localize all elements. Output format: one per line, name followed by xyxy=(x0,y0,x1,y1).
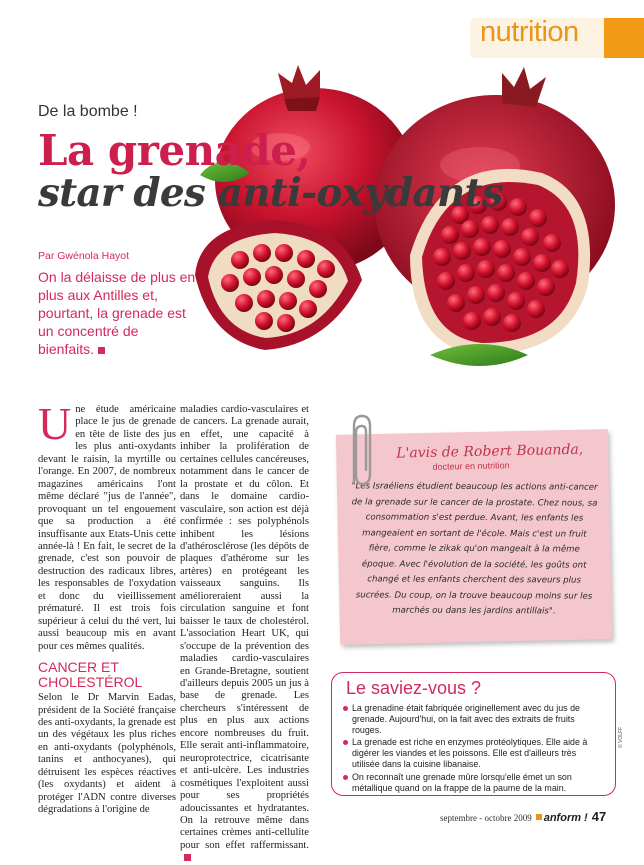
subheading: CANCER ET CHOLESTÉROL xyxy=(38,659,143,691)
body-column-2 xyxy=(180,404,309,865)
did-you-know-title: Le saviez-vous ? xyxy=(346,678,482,698)
list-item: La grenadine était fabriquée originellement avec du jus de grenade. Aujourd'hui, on la fait avec des extraits de fruits rouges. xyxy=(342,703,604,735)
list-item: On reconnaît une grenade mûre lorsqu'elle émet un son métallique quand on la frappe de la paume de la main. xyxy=(342,772,604,794)
photo-credit: © VOLFF xyxy=(618,726,624,748)
page-number: 47 xyxy=(591,809,607,824)
did-you-know-box xyxy=(331,672,616,796)
section-color-bar xyxy=(604,18,644,58)
magazine-name: anform ! xyxy=(543,812,588,824)
section-tab xyxy=(470,18,644,58)
headline-subtitle: star des anti-oxydants xyxy=(38,170,503,216)
body-column-1 xyxy=(38,398,176,817)
paragraph-3: maladies cardio-vasculaires et de cancers. La grenade aurait, en effet, une capacité à inhiber la prolifération de certaines cellules cancéreuses, notamment dans le cancer de la prostate et du côlon. Et dans le domaine cardio-vasculaire, son action est déjà confirmée : ses polyphénols inhibent les lésions d'athérosclérose (les dépôts de plaques d'athérome sur les artères) en protégeant les vaisseaux sanguins. Ils amélioreraient aussi la circulation sanguine et font baisser le taux de cholestérol. L'association Heart UK, qui s'occupe de la prévention des maladies cardio-vasculaires en Grande-Bretagne, soutient d'ailleurs depuis 2005 un jus à base de grenade. Les chercheurs s'intéressent de plus en plus aux actions encore nombreuses du fruit. Elle serait anti-inflammatoire, neuroprotectrice, cicatrisante et anti-ulcère. Les industries cosmétiques l'exploitent aussi pour ses propriétés adoucissantes et hydratantes. On la retrouve même dans certaines crèmes anti-cellulite pour son effet raffermissant. xyxy=(180,404,309,851)
paragraph-1: ne étude américaine place le jus de grenade en tête de liste des jus les plus anti-oxydants devant le raisin, la myrtille ou l'orange. En 2007, de nombreux magazines américains l'ont même déclaré "jus de l'année", provoquant un tel engouement que sa production a été insuffisante aux Etats-Unis cette année-là ! En fait, le secret de la grenade, c'est son pouvoir de destruction des radicaux libres, les responsables de l'oxydation et donc du vieillissement prématuré. Il est trois fois supérieur à celui du thé vert, lui aussi beaucoup mis en avant pour ces mêmes qualités. xyxy=(38,404,176,652)
quote-text: "Les Israéliens étudient beaucoup les actions anti-cancer de la grenade sur le cancer de la prostate. Chez nous, sa consommation s'est perdue. Avant, les enfants les mangeaient en sortant de l'école. Mais c'est un fruit fière, comme le zikak qu'on mangeait à la même époque. Avec l'évolution de la société, les goûts ont changé et les enfants cherchent des saveurs plus sucrées. Du coup, on la trouve beaucoup moins sur les marchés ou dans les jardins antillais". xyxy=(351,481,598,617)
drop-cap: U xyxy=(38,398,72,449)
intro-text: On la délaisse de plus en plus aux Antilles et, pourtant, la grenade est un concentré de bienfaits. xyxy=(38,269,196,357)
paperclip-icon xyxy=(342,412,378,490)
intro-paragraph xyxy=(38,268,198,358)
pomegranate-photo xyxy=(180,55,630,400)
paragraph-2: Selon le Dr Marvin Eadas, président de la Société française des anti-oxydants, la grenade est un des végétaux les plus riches en anti-oxydants (polyphénols, tanins et anthocyanes), qui détruisent les espèces réactives (les oxydants) et aident à protéger l'ADN contre diverses dégradations à l'origine de xyxy=(38,692,176,816)
did-you-know-list xyxy=(342,703,604,795)
quote-subtitle: docteur en nutrition xyxy=(432,460,510,472)
quote-title: L'avis de Robert Bouanda, xyxy=(396,441,584,462)
end-mark-icon xyxy=(98,347,105,354)
headline: La grenade, xyxy=(38,126,311,175)
end-mark-icon xyxy=(184,854,191,861)
kicker: De la bombe ! xyxy=(38,103,138,120)
byline: Par Gwénola Hayot xyxy=(38,250,130,262)
list-item: La grenade est riche en enzymes protéolytiques. Elle aide à digérer les viandes et les poissons. Elle est d'ailleurs très utilisée dans la cuisine libanaise. xyxy=(342,737,604,769)
expert-quote-card xyxy=(330,420,620,645)
page-footer xyxy=(440,808,606,826)
issue-date: septembre - octobre 2009 xyxy=(440,813,532,823)
section-label: nutrition xyxy=(480,16,579,48)
footer-square-icon xyxy=(536,814,542,820)
